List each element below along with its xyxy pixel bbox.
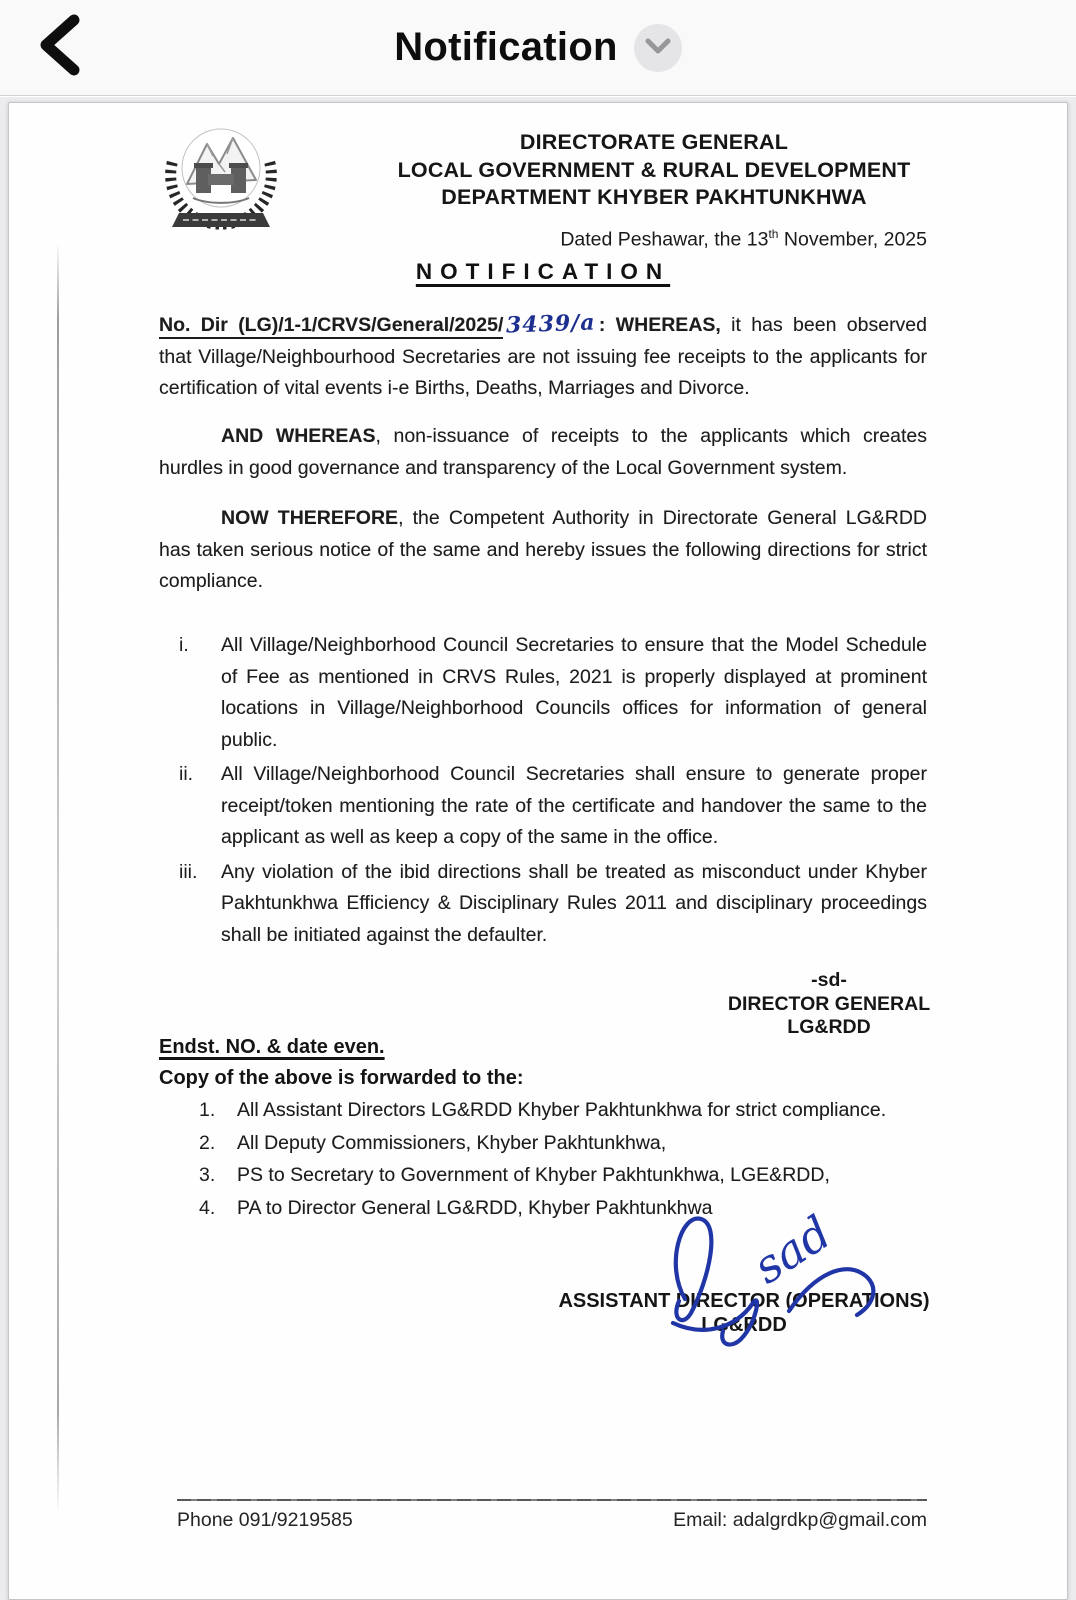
endorsement-heading: Endst. NO. & date even. [159, 1036, 385, 1058]
signature-text: sad [743, 1205, 841, 1295]
document-title-text: NOTIFICATION [415, 259, 671, 284]
phone-number: Phone 091/9219585 [177, 1509, 353, 1531]
chevron-down-icon [645, 37, 671, 58]
letterhead-line-3: DEPARTMENT KHYBER PAKHTUNKHWA [441, 185, 867, 209]
directive-item [159, 630, 927, 756]
directive-item [159, 857, 927, 952]
signed-block [709, 969, 949, 1040]
assistant-director-title: ASSISTANT DIRECTOR (OPERATIONS) [558, 1290, 930, 1312]
document-viewer[interactable] [0, 97, 1076, 1600]
whereas-lead: : WHEREAS, [598, 314, 721, 336]
sd-mark: -sd- [811, 969, 847, 991]
date-prefix: Dated Peshawar, the 13 [560, 228, 769, 251]
recipient-number: 1. [199, 1099, 216, 1121]
now-therefore-lead: NOW THEREFORE [221, 507, 399, 529]
handwritten-dispatch-number: 3439/a [505, 309, 597, 339]
paragraph-2-text: , non-issuance of receipts to the applicants which creates hurdles in good governance and transparency of the Local Government system. [159, 425, 927, 479]
chevron-left-icon [36, 14, 82, 79]
directive-number: ii. [179, 763, 194, 785]
recipient-number: 2. [199, 1131, 216, 1154]
paragraph-whereas [159, 309, 927, 405]
recipient-text: All Assistant Directors LG&RDD Khyber Pakhtunkhwa for strict compliance. [237, 1099, 887, 1121]
reference-number: No. Dir (LG)/1-1/CRVS/General/2025/ [159, 314, 503, 339]
footer-divider [177, 1499, 927, 1501]
assistant-director-dept: LG&RDD [701, 1314, 787, 1336]
scan-fold-line [57, 243, 59, 1513]
email-address: Email: adalgrdkp@gmail.com [673, 1509, 927, 1531]
recipient-item [199, 1099, 937, 1121]
director-general-dept: LG&RDD [787, 1016, 871, 1038]
directive-text: Any violation of the ibid directions shall be treated as misconduct under Khyber Pakhtunkhwa Efficiency & Disciplinary Rules 2011 and disciplinary proceedings shall be initiated against the defaulter. [221, 860, 927, 946]
recipient-number: 4. [199, 1196, 216, 1219]
paragraph-3-text: , the Competent Authority in Directorate General LG&RDD has taken serious notice of the same and hereby issues the following directions for strict compliance. [159, 507, 927, 592]
handwritten-signature [639, 1203, 949, 1353]
paragraph-1-text: it has been observed that Village/Neighbourhood Secretaries are not issuing fee receipts to the applicants for certification of vital events i-e Births, Deaths, Marriages and Divorce. [159, 314, 928, 399]
directive-text: All Village/Neighborhood Council Secretaries shall ensure to generate proper receipt/token mentioning the rate of the certificate and handover the same to the applicant as well as keep a copy of the same in the office. [221, 763, 927, 848]
recipient-text: PA to Director General LG&RDD, Khyber Pakhtunkhwa [237, 1196, 713, 1219]
director-general-title: DIRECTOR GENERAL [727, 992, 931, 1015]
back-button[interactable] [24, 6, 94, 86]
letterhead-line-2: LOCAL GOVERNMENT & RURAL DEVELOPMENT [397, 157, 911, 182]
recipient-text: PS to Secretary to Government of Khyber Pakhtunkhwa, LGE&RDD, [237, 1164, 830, 1186]
recipient-item [199, 1164, 937, 1186]
paragraph-and-whereas [159, 421, 927, 484]
directive-text: All Village/Neighborhood Council Secretaries to ensure that the Model Schedule of Fee as mentioned in CRVS Rules, 2021 is properly displayed at prominent locations in Village/Neighborhood Councils offices for information of general public. [221, 634, 927, 751]
title-group [394, 24, 682, 72]
recipient-text: All Deputy Commissioners, Khyber Pakhtunkhwa, [237, 1131, 667, 1154]
footer-contact [177, 1509, 927, 1532]
letterhead-line-1: DIRECTORATE GENERAL [519, 130, 789, 154]
title-dropdown-button[interactable] [634, 24, 682, 72]
document-title [159, 259, 927, 285]
date-line [159, 227, 927, 252]
date-ordinal: th [768, 227, 779, 241]
recipient-number: 3. [199, 1164, 216, 1186]
directive-number: i. [179, 634, 189, 656]
kp-government-emblem-icon [151, 110, 291, 235]
directive-number: iii. [179, 860, 198, 883]
paragraph-now-therefore [159, 503, 927, 598]
page-title: Notification [394, 25, 618, 69]
date-suffix: November, 2025 [778, 228, 927, 251]
recipient-item [199, 1132, 937, 1154]
letterhead [354, 129, 954, 212]
directive-item [159, 759, 927, 854]
document-page [8, 102, 1068, 1600]
directives-list [159, 630, 927, 954]
top-navigation-bar [0, 0, 1076, 96]
and-whereas-lead: AND WHEREAS [221, 425, 376, 447]
copy-forwarded-line: Copy of the above is forwarded to the: [159, 1067, 524, 1089]
